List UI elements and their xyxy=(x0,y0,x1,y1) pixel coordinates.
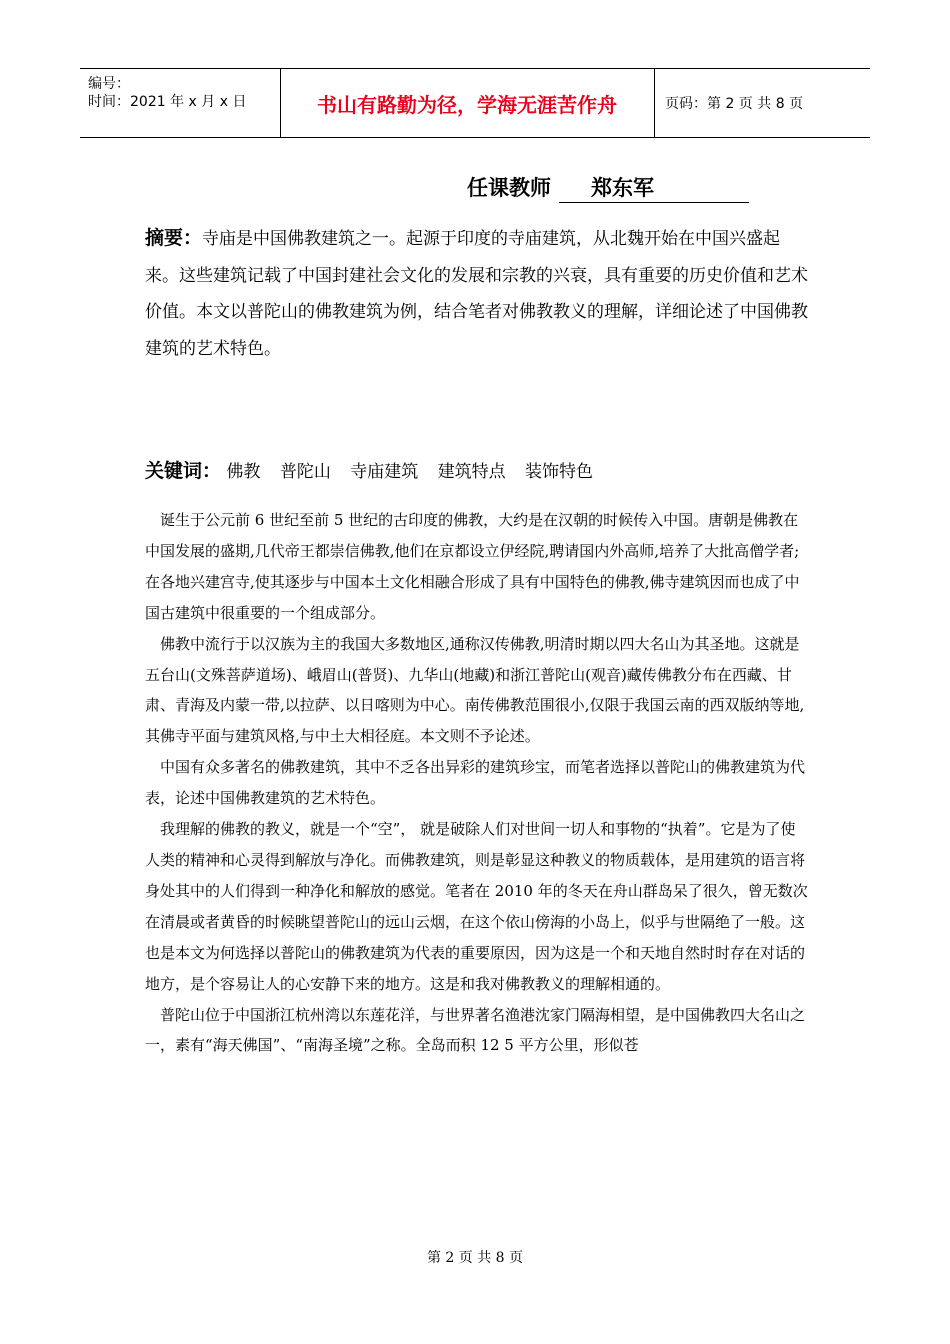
abstract-label: 摘要： xyxy=(145,227,203,249)
teacher-name: 郑东军 xyxy=(559,172,749,203)
keywords-label: 关键词： xyxy=(145,460,222,482)
header-page-code: 页码：第 2 页 共 8 页 xyxy=(665,96,804,112)
keyword-item: 寺庙建筑 xyxy=(350,462,419,482)
keyword-item: 建筑特点 xyxy=(437,462,506,482)
keyword-item: 普陀山 xyxy=(279,462,331,482)
abstract xyxy=(145,220,810,367)
paragraph: 佛教中流行于以汉族为主的我国大多数地区,通称汉传佛教,明清时期以四大名山为其圣地。这就是五台山(文殊菩萨道场)、峨眉山(普贤)、九华山(地藏)和浙江普陀山(观音)藏传佛教分布在西藏、甘肃、青海及内蒙一带,以拉萨、以日喀则为中心。南传佛教范围很小,仅限于我国云南的西双版纳等地,其佛寺平面与建筑风格,与中土大相径庭。本文则不予论述。 xyxy=(145,634,805,746)
paragraph: 我理解的佛教的教义，就是一个“空”， 就是破除人们对世间一切人和事物的“执着”。它是为了使人类的精神和心灵得到解放与净化。而佛教建筑，则是彰显这种教义的物质载体，是用建筑的语言将身处其中的人们得到一种净化和解放的感觉。笔者在 2010 年的冬天在舟山群岛呆了很久，曾无数次在清晨或者黄昏的时候眺望普陀山的远山云烟，在这个依山傍海的小岛上，似乎与世隔绝了一般。这也是本文为何选择以普陀山的佛教建筑为代表的重要原因，因为这是一个和天地自然时时存在对话的地方，是个容易让人的心安静下来的地方。这是和我对佛教教义的理解相通的。 xyxy=(145,820,808,993)
header-motto: 书山有路勤为径，学海无涯苦作舟 xyxy=(280,69,655,137)
paragraph: 普陀山位于中国浙江杭州湾以东莲花洋，与世界著名渔港沈家门隔海相望，是中国佛教四大名山之一，素有“海天佛国”、“南海圣境”之称。全岛而积 12 5 平方公里，形似苍 xyxy=(145,1005,806,1055)
header-meta-cell xyxy=(80,69,281,137)
header-table xyxy=(80,68,870,138)
time-label: 时间：2021 年 x 月 x 日 xyxy=(88,94,247,110)
paragraph: 中国有众多著名的佛教建筑，其中不乏各出异彩的建筑珍宝，而笔者选择以普陀山的佛教建筑为代表，论述中国佛教建筑的艺术特色。 xyxy=(145,758,806,808)
abstract-text: 寺庙是中国佛教建筑之一。起源于印度的寺庙建筑，从北魏开始在中国兴盛起来。这些建筑记载了中国封建社会文化的发展和宗教的兴衰，具有重要的历史价值和艺术价值。本文以普陀山的佛教建筑为例，结合笔者对佛教教义的理解，详细论述了中国佛教建筑的艺术特色。 xyxy=(145,229,808,359)
keyword-item: 装饰特色 xyxy=(525,462,594,482)
keyword-item: 佛教 xyxy=(226,462,261,482)
paragraph: 诞生于公元前 6 世纪至前 5 世纪的古印度的佛教，大约是在汉朝的时候传入中国。唐朝是佛教在中国发展的盛期,几代帝王都崇信佛教,他们在京都设立伊经院,聘请国内外高师,培养了大批高僧学者;在各地兴建宫寺,使其逐步与中国本土文化相融合形成了具有中国特色的佛教,佛寺建筑因而也成了中国古建筑中很重要的一个组成部分。 xyxy=(145,511,800,622)
page-footer: 第 2 页 共 8 页 xyxy=(426,1250,524,1266)
body-text xyxy=(145,505,810,1061)
teacher-label: 任课教师 xyxy=(467,176,551,200)
keywords xyxy=(145,456,607,483)
teacher-line xyxy=(467,172,749,203)
number-label: 编号： xyxy=(88,76,130,92)
